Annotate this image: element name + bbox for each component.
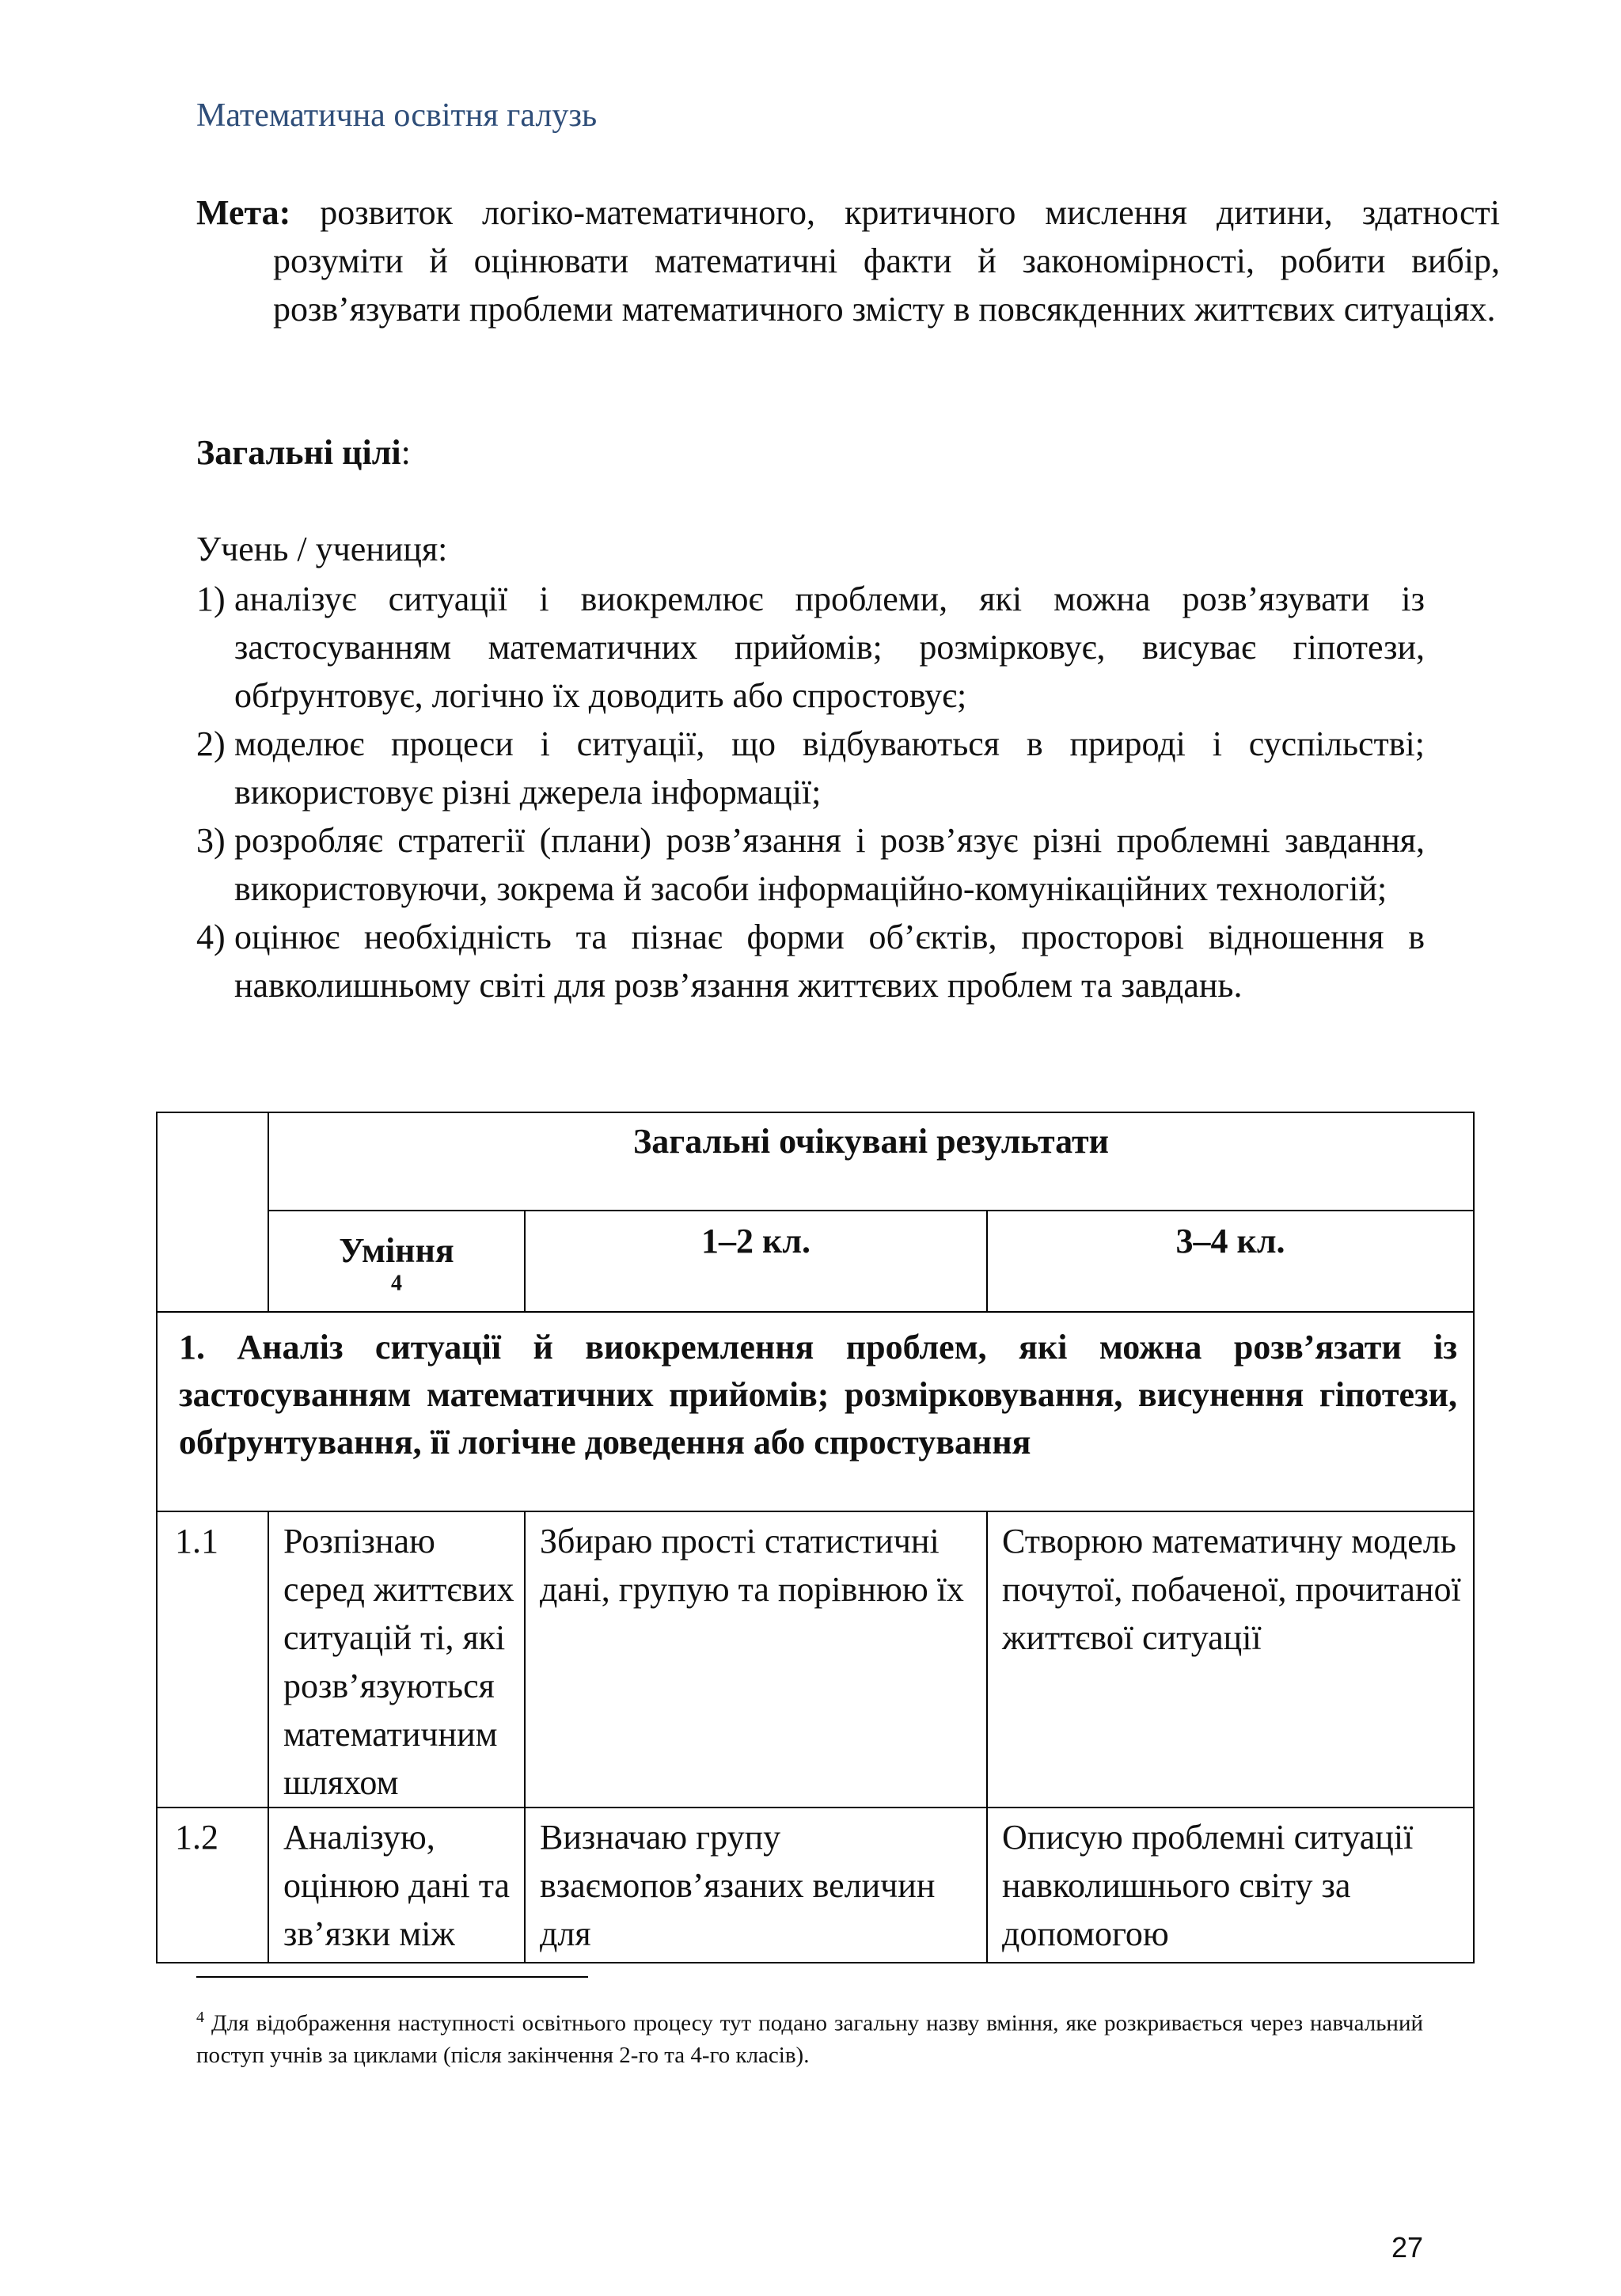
goal-number: 4) [196, 918, 226, 956]
footnote-marker: 4 [391, 1271, 402, 1296]
table-row [157, 1808, 1474, 1963]
goal-item [196, 575, 1425, 720]
goal-item-text: розробляє стратегії (плани) розв’язання і розв’язує різні проблемні завдання, використовуючи, зокрема й засоби інформаційно-комунікаційних технологій; [234, 821, 1425, 908]
row-number: 1.1 [157, 1511, 268, 1808]
row-number: 1.2 [157, 1808, 268, 1963]
goal-item [196, 913, 1425, 1009]
goal-number: 3) [196, 821, 226, 860]
row-grade-1-2: Збираю прості статистичні дані, групую та порівнюю їх [525, 1511, 987, 1808]
column-header-grade-1-2-label: 1–2 кл. [700, 1222, 811, 1260]
goal-number: 2) [196, 724, 226, 763]
footnote [196, 2001, 1423, 2071]
student-label: Учень / учениця: [196, 530, 448, 568]
row-grade-3-4: Створюю математичну модель почутої, побаченої, прочитаної життєвої ситуації [987, 1511, 1474, 1808]
goal-item [196, 720, 1425, 816]
page-number: 27 [1391, 2231, 1424, 2264]
footnote-number: 4 [196, 2009, 204, 2026]
column-header-grade-3-4 [987, 1211, 1474, 1312]
goal-number: 1) [196, 580, 226, 618]
footnote-separator [196, 1976, 588, 1978]
row-skill: Розпізнаю серед життєвих ситуацій ті, які розв’язуються математичним шляхом [268, 1511, 525, 1808]
column-header-skill [268, 1211, 525, 1312]
footnote-text: Для відображення наступності освітнього процесу тут подано загальну назву вміння, яке розкривається через навчальний поступ учнів за циклами (після закінчення 2-го та 4-го класів). [196, 2010, 1423, 2068]
goal-paragraph [196, 188, 1500, 333]
row-grade-3-4: Описую проблемні ситуації навколишнього світу за допомогою [987, 1808, 1474, 1963]
row-skill: Аналізую, оцінюю дані та зв’язки між [268, 1808, 525, 1963]
general-goals-heading [196, 432, 411, 473]
section-heading: Математична освітня галузь [196, 97, 598, 134]
goal-label: Мета: [196, 193, 291, 232]
table-row [157, 1511, 1474, 1808]
row-grade-1-2: Визначаю групу взаємопов’язаних величин для [525, 1808, 987, 1963]
column-header-grade-1-2 [525, 1211, 987, 1312]
column-header-grade-3-4-label: 3–4 кл. [1175, 1222, 1285, 1260]
goal-text: розвиток логіко-математичного, критичного мислення дитини, здатності розуміти й оцінювати математичні факти й закономірності, робити вибір, розв’язувати проблеми математичного змісту в повсякденних життєвих ситуаціях. [273, 193, 1500, 329]
goal-item [196, 816, 1425, 913]
table-main-header: Загальні очікувані результати [268, 1112, 1474, 1211]
column-header-skill-label: Уміння [339, 1231, 454, 1270]
general-goals-label: Загальні цілі [196, 433, 401, 472]
section-title-cell [157, 1312, 1474, 1511]
goal-item-text: оцінює необхідність та пізнає форми об’єктів, просторові відношення в навколишньому світі для розв’язання життєвих проблем та завдань. [234, 918, 1425, 1005]
goal-item-text: аналізує ситуації і виокремлює проблеми, які можна розв’язувати із застосуванням математичних прийомів; розмірковує, висуває гіпотези, обґрунтовує, логічно їх доводить або спростовує; [234, 580, 1425, 715]
table-corner-cell [157, 1112, 268, 1312]
section-title: 1. Аналіз ситуації й виокремлення проблем, які можна розв’язати із застосуванням математичних прийомів; розмірковування, висунення гіпотези, обґрунтування, її логічне доведення або спростування [179, 1328, 1458, 1462]
goal-item-text: моделює процеси і ситуації, що відбуваються в природі і суспільстві; використовує різні джерела інформації; [234, 724, 1425, 812]
goals-list [196, 575, 1425, 1009]
general-goals-colon: : [401, 433, 411, 472]
results-table [156, 1112, 1475, 1963]
